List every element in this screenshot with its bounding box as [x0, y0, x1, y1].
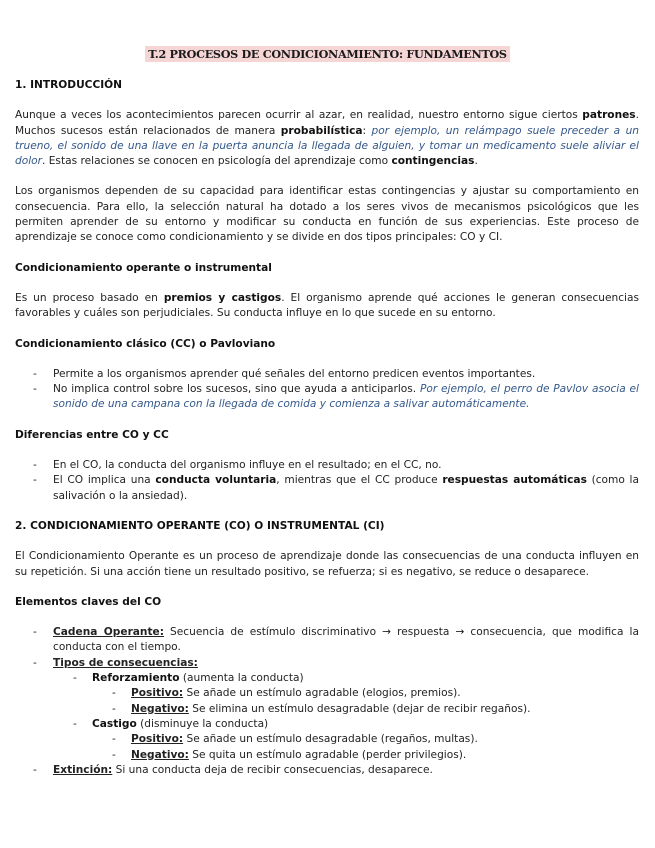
- text-run: , mientras que el CC produce: [276, 474, 443, 487]
- bullet: -: [112, 748, 116, 761]
- bullet: -: [33, 474, 37, 487]
- intro-paragraph-2: Los organismos dependen de su capacidad para identificar estas contingencias y ajustar su comportamiento en consecuencia. Para ello, la selección natural ha dotado a los seres vivos de mecanismos psicológicos que les permiten aprender de su entorno y modificar su conducta en función de sus experiencias. Este proceso de aprendizaje se conoce como condicionamiento y se divide en dos tipos principales: CO y CI.: [15, 185, 639, 244]
- text-run: Se añade un estímulo desagradable (regaños, multas).: [183, 733, 478, 746]
- classical-list: [15, 367, 639, 413]
- negative-punishment-label: Negativo:: [131, 748, 189, 761]
- elements-list: [15, 625, 639, 778]
- text-run: (como la salivación o la ansiedad).: [53, 474, 639, 502]
- term-respuestas-automaticas: respuestas automáticas: [442, 474, 587, 487]
- section2-paragraph: El Condicionamiento Operante es un proceso de aprendizaje donde las consecuencias de una conducta influyen en su repetición. Si una acción tiene un resultado positivo, se refuerza; si es negativo, se reduce o desaparece.: [15, 550, 639, 578]
- text-run: (disminuye la conducta): [136, 717, 269, 730]
- term-premios-castigos: premios y castigos: [163, 291, 282, 304]
- bullet: -: [33, 367, 37, 380]
- bullet: -: [73, 717, 77, 730]
- chain-label: Cadena Operante:: [53, 626, 164, 639]
- text-run: :: [362, 124, 372, 137]
- term-patrones: patrones: [582, 109, 636, 122]
- list-item: [15, 686, 639, 701]
- bullet: -: [112, 702, 116, 715]
- classical-heading: Condicionamiento clásico (CC) o Pavloviano: [15, 337, 276, 350]
- text-run: Es un proceso basado en: [15, 291, 164, 304]
- bullet: -: [33, 459, 37, 472]
- text-run: Permite a los organismos aprender qué señales del entorno predicen eventos importantes.: [53, 367, 536, 380]
- list-item: [15, 702, 639, 717]
- text-run: .: [474, 155, 478, 168]
- intro-paragraph-1: [15, 108, 639, 169]
- text-run: . Muchos sucesos están relacionados de manera: [15, 109, 639, 137]
- list-item: [15, 367, 639, 382]
- operant-paragraph: [15, 291, 639, 322]
- list-item: [15, 671, 639, 686]
- bullet: -: [73, 672, 77, 685]
- reinforcement-label: Reforzamiento: [92, 672, 180, 685]
- term-probabilistica: probabilística: [280, 124, 363, 137]
- text-run: . El organismo aprende qué acciones le generan consecuencias favorables y cuáles son perjudiciales. Su conducta influye en lo que sucede en su entorno.: [15, 291, 639, 320]
- elements-heading: Elementos claves del CO: [15, 595, 162, 608]
- list-item: [15, 717, 639, 732]
- list-item: [15, 748, 639, 763]
- title-wrapper: [0, 46, 655, 62]
- list-item: [15, 473, 639, 504]
- bullet: -: [112, 687, 116, 700]
- operant-heading: Condicionamiento operante o instrumental: [15, 261, 272, 274]
- section2-heading: 2. CONDICIONAMIENTO OPERANTE (CO) O INSTRUMENTAL (CI): [15, 519, 385, 532]
- differences-heading: Diferencias entre CO y CC: [15, 428, 169, 441]
- positive-reinforcement-label: Positivo:: [131, 687, 184, 700]
- list-item: [15, 458, 639, 473]
- text-run: (aumenta la conducta): [179, 672, 304, 685]
- positive-punishment-label: Positivo:: [131, 733, 184, 746]
- punishment-label: Castigo: [92, 717, 137, 730]
- list-item: [15, 763, 639, 778]
- text-run: Secuencia de estímulo discriminativo → respuesta → consecuencia, que modifica la conducta con el tiempo.: [53, 626, 639, 654]
- text-run: Se quita un estímulo agradable (perder privilegios).: [188, 748, 467, 761]
- negative-reinforcement-label: Negativo:: [131, 702, 189, 715]
- bullet: -: [33, 383, 37, 396]
- text-run: Si una conducta deja de recibir consecuencias, desaparece.: [112, 763, 433, 776]
- text-run: Aunque a veces los acontecimientos parecen ocurrir al azar, en realidad, nuestro entorno sigue ciertos: [15, 109, 583, 122]
- list-item: [15, 656, 639, 671]
- list-item: [15, 625, 639, 656]
- bullet: -: [33, 626, 37, 639]
- list-item: [15, 382, 639, 413]
- classical-example: Por ejemplo, el perro de Pavlov asocia el sonido de una campana con la llegada de comida y comienza a salivar automáticamente.: [53, 383, 640, 411]
- document-body: [15, 78, 639, 778]
- term-conducta-voluntaria: conducta voluntaria: [155, 474, 277, 487]
- bullet: -: [112, 733, 116, 746]
- intro-heading: 1. INTRODUCCIÓN: [15, 79, 123, 91]
- bullet: -: [33, 763, 37, 776]
- list-item: [15, 732, 639, 747]
- text-run: . Estas relaciones se conocen en psicología del aprendizaje como: [42, 155, 392, 168]
- bullet: -: [33, 656, 37, 669]
- term-contingencias: contingencias: [391, 155, 475, 168]
- text-run: Se elimina un estímulo desagradable (dejar de recibir regaños).: [188, 702, 531, 715]
- text-run: El CO implica una: [53, 474, 156, 487]
- extinction-label: Extinción:: [53, 763, 113, 776]
- text-run: Se añade un estímulo agradable (elogios, premios).: [183, 687, 461, 700]
- text-run: No implica control sobre los sucesos, sino que ayuda a anticiparlos.: [53, 383, 420, 396]
- types-label: Tipos de consecuencias:: [53, 656, 198, 669]
- document-title: T.2 PROCESOS DE CONDICIONAMIENTO: FUNDAMENTOS: [145, 46, 509, 62]
- text-run: En el CO, la conducta del organismo influye en el resultado; en el CC, no.: [53, 459, 442, 472]
- differences-list: [15, 458, 639, 504]
- intro-example: por ejemplo, un relámpago suele preceder a un trueno, el sonido de una llave en la puerta anuncia la llegada de alguien, y tomar un medicamento suele aliviar el dolor: [15, 124, 639, 168]
